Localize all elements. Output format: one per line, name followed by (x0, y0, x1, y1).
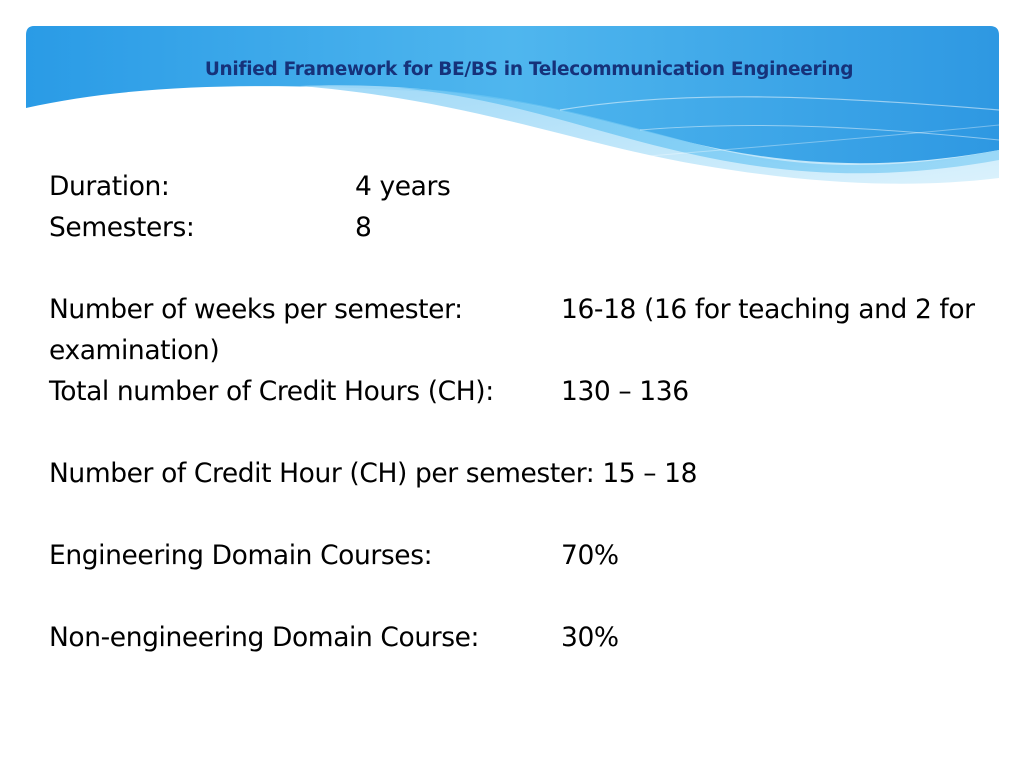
spacer (49, 412, 1009, 453)
semesters-label: Semesters: (49, 212, 195, 243)
eng-domain-value: 70% (561, 540, 619, 571)
spacer (49, 494, 1009, 535)
weeks-row (49, 289, 1009, 371)
semesters-value: 8 (355, 212, 372, 243)
semesters-row (49, 207, 1009, 248)
slide-title: Unified Framework for BE/BS in Telecommunication Engineering (204, 59, 854, 80)
spacer (49, 576, 1009, 617)
spacer (49, 248, 1009, 289)
weeks-value: 16-18 (16 for teaching and 2 for examination) (49, 294, 975, 366)
ch-per-semester-row (49, 453, 1009, 494)
total-ch-row (49, 371, 1009, 412)
non-eng-domain-row (49, 617, 1009, 658)
ch-per-semester-label: Number of Credit Hour (CH) per semester: (49, 458, 595, 489)
non-eng-domain-value: 30% (561, 622, 619, 653)
duration-row (49, 166, 1009, 207)
duration-label: Duration: (49, 171, 170, 202)
duration-value: 4 years (355, 171, 451, 202)
ch-per-semester-value: 15 – 18 (602, 458, 698, 489)
total-ch-label: Total number of Credit Hours (CH): (49, 376, 494, 407)
banner-base (26, 26, 999, 169)
slide-body (49, 166, 1009, 658)
non-eng-domain-label: Non-engineering Domain Course: (49, 622, 480, 653)
weeks-label: Number of weeks per semester: (49, 294, 463, 325)
total-ch-value: 130 – 136 (561, 376, 689, 407)
eng-domain-label: Engineering Domain Courses: (49, 540, 433, 571)
eng-domain-row (49, 535, 1009, 576)
